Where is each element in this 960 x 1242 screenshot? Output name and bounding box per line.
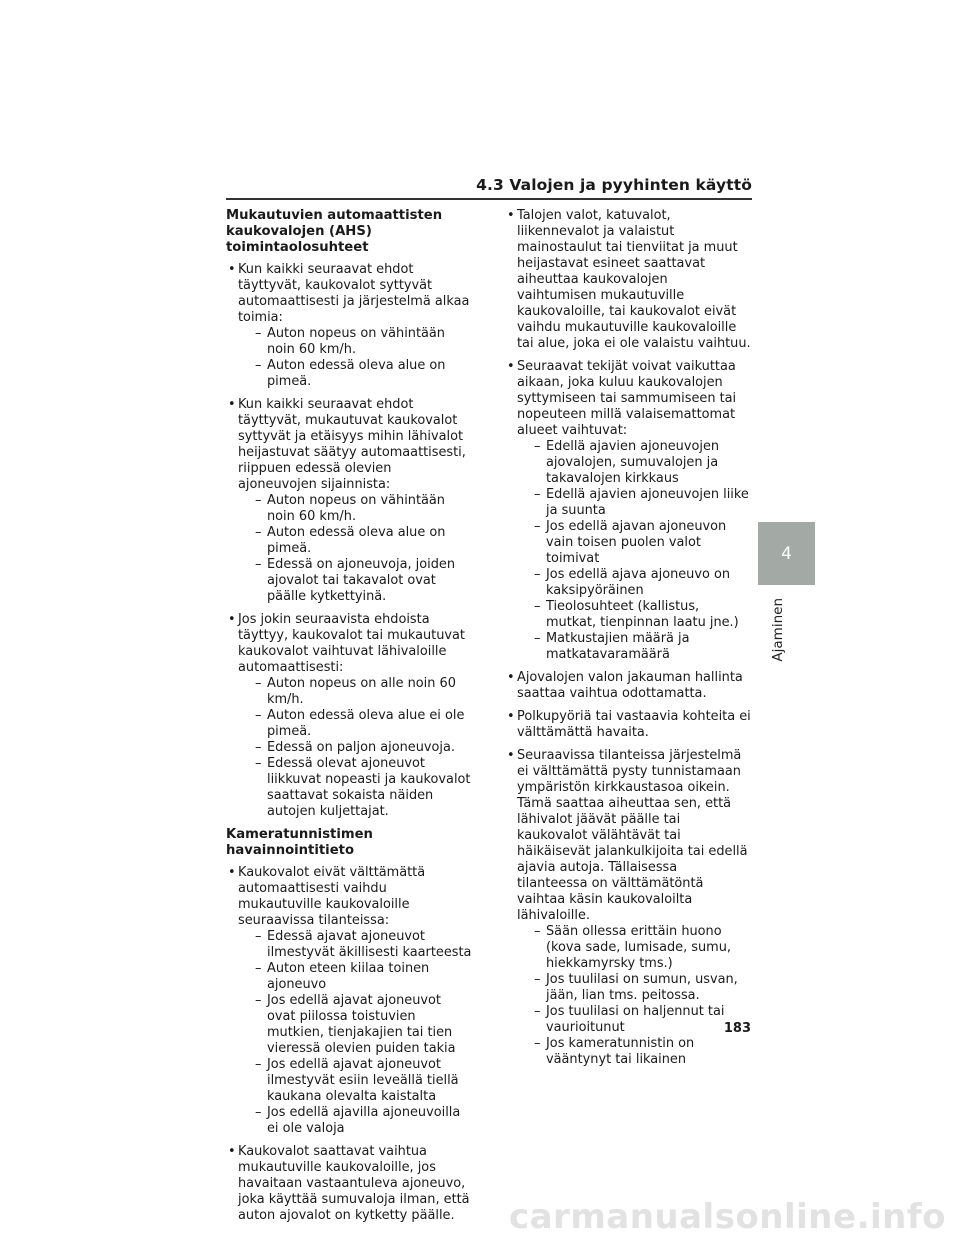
bullet-marker: • xyxy=(228,865,236,880)
sub-item-dash: – xyxy=(255,993,262,1008)
sub-item-dash: – xyxy=(534,519,541,534)
sub-item-text: Jos edellä ajava ajoneuvo on kaksipyöräinen xyxy=(546,567,731,598)
left-column xyxy=(226,208,472,1231)
sub-item-text: Auton eteen kiilaa toinen ajoneuvo xyxy=(267,961,430,992)
sub-item-text: Matkustajien määrä ja matkatavaramäärä xyxy=(546,631,690,662)
sub-item-dash: – xyxy=(255,358,262,373)
sub-item-text: Jos edellä ajavat ajoneuvot ovat piilossa toistuvien mutkien, tienjakajien tai tien vieressä olevien puiden takia xyxy=(267,993,456,1056)
sub-item-text: Auton nopeus on alle noin 60 km/h. xyxy=(267,676,456,707)
sub-item xyxy=(238,708,472,740)
sub-item-text: Edessä olevat ajoneuvot liikkuvat nopeasti ja kaukovalot saattavat sokaista näiden autojen kuljettajat. xyxy=(267,756,471,819)
bullet-text: Seuraavat tekijät voivat vaikuttaa aikaan, joka kuluu kaukovalojen syttymiseen tai sammumiseen tai nopeuteen millä valaisemattomat alueet vaihtuvat: xyxy=(517,359,737,438)
bullet-text: Polkupyöriä tai vastaavia kohteita ei välttämättä havaita. xyxy=(517,709,751,740)
bullet-text: Kaukovalot eivät välttämättä automaattisesti vaihdu mukautuville kaukovaloille seuraavissa tilanteissa: xyxy=(238,865,426,928)
bullet-marker: • xyxy=(507,359,515,374)
sub-item-dash: – xyxy=(534,1036,541,1051)
sub-item xyxy=(517,567,751,599)
sub-item xyxy=(238,740,472,756)
sub-item xyxy=(517,1004,751,1036)
sub-item-dash: – xyxy=(255,493,262,508)
sub-item-text: Auton nopeus on vähintään noin 60 km/h. xyxy=(267,326,445,357)
sub-item-text: Auton nopeus on vähintään noin 60 km/h. xyxy=(267,493,445,524)
sub-item-text: Edessä on paljon ajoneuvoja. xyxy=(267,740,455,755)
bullet-item xyxy=(505,709,751,741)
bullet-item xyxy=(505,670,751,702)
sub-item-dash: – xyxy=(255,525,262,540)
sub-item xyxy=(517,1036,751,1068)
sub-item-dash: – xyxy=(255,326,262,341)
bullet-marker: • xyxy=(507,748,515,763)
sub-item-dash: – xyxy=(534,924,541,939)
sub-item xyxy=(238,557,472,605)
sub-item-dash: – xyxy=(534,567,541,582)
sub-item-dash: – xyxy=(255,557,262,572)
sub-item xyxy=(517,487,751,519)
sub-item-dash: – xyxy=(255,1057,262,1072)
bullet-marker: • xyxy=(507,709,515,724)
chapter-number: 4 xyxy=(781,543,792,564)
bullet-text: Seuraavissa tilanteissa järjestelmä ei välttämättä pysty tunnistamaan ympäristön kirkkaustasoa oikein. Tämä saattaa aiheuttaa sen, että lähivalot jäävät päälle tai kaukovalot välähtävät tai häikäisevät jalankulkijoita tai edellä ajavia autoja. Tällaisessa tilanteessa on välttämätöntä vaihtaa käsin kaukovaloilta lähivaloille. xyxy=(517,748,748,923)
page-number: 183 xyxy=(723,1021,751,1036)
sub-item xyxy=(517,519,751,567)
sub-item-text: Edellä ajavien ajoneuvojen ajovalojen, sumuvalojen ja takavalojen kirkkaus xyxy=(546,439,720,486)
bullet-item xyxy=(226,397,472,605)
sub-item-text: Sään ollessa erittäin huono (kova sade, lumisade, sumu, hiekkamyrsky tms.) xyxy=(546,924,731,971)
sub-item-text: Auton edessä oleva alue on pimeä. xyxy=(267,525,446,556)
sub-item xyxy=(238,1105,472,1137)
bullet-text: Kun kaikki seuraavat ehdot täyttyvät, mukautuvat kaukovalot syttyvät ja etäisyys mihin lähivalot heijastuvat säätyy automaattisesti, riippuen edessä olevien ajoneuvojen sijainnista: xyxy=(238,397,466,492)
sub-item-dash: – xyxy=(255,676,262,691)
sub-item-dash: – xyxy=(534,972,541,987)
bullet-item xyxy=(226,262,472,390)
chapter-tab[interactable] xyxy=(758,522,815,585)
sub-item-text: Edessä on ajoneuvoja, joiden ajovalot tai takavalot ovat päälle kytkettyinä. xyxy=(267,557,456,604)
sub-item-text: Edessä ajavat ajoneuvot ilmestyvät äkillisesti kaarteesta xyxy=(267,929,472,960)
sub-item-dash: – xyxy=(255,929,262,944)
bullet-item xyxy=(505,208,751,352)
sub-item xyxy=(238,756,472,820)
header-rule xyxy=(226,198,752,200)
sub-item xyxy=(238,326,472,358)
section-title: 4.3 Valojen ja pyyhinten käyttö xyxy=(476,176,752,194)
sub-item xyxy=(517,599,751,631)
sub-item-dash: – xyxy=(255,1105,262,1120)
bullet-text: Jos jokin seuraavista ehdoista täyttyy, kaukovalot tai mukautuvat kaukovalot vaihtuvat lähivaloille automaattisesti: xyxy=(238,612,465,675)
bullet-item xyxy=(226,612,472,820)
sub-item-dash: – xyxy=(534,487,541,502)
watermark: carmanualsonline.info xyxy=(508,1197,946,1237)
sub-item xyxy=(238,525,472,557)
sub-item-text: Jos edellä ajavilla ajoneuvoilla ei ole valoja xyxy=(267,1105,461,1136)
bullet-text: Ajovalojen valon jakauman hallinta saattaa vaihtua odottamatta. xyxy=(517,670,743,701)
sub-item xyxy=(517,972,751,1004)
bullet-item xyxy=(226,1144,472,1224)
sub-item-dash: – xyxy=(255,740,262,755)
bullet-item xyxy=(505,748,751,1068)
bullet-text: Talojen valot, katuvalot, liikennevalot ja valaistut mainostaulut tai tienviitat ja muut heijastavat esineet saattavat aiheuttaa kaukovalojen vaihtumisen mukautuville kaukovaloille, tai kaukovalot eivät vaihdu mukautuville kaukovaloille tai alue, joka ei ole valaistu vaihtuu. xyxy=(517,208,751,351)
sub-item xyxy=(517,439,751,487)
bullet-marker: • xyxy=(507,670,515,685)
bullet-item xyxy=(226,865,472,1137)
section-heading: Kameratunnistimen havainnointitieto xyxy=(226,827,373,858)
sub-item-dash: – xyxy=(534,599,541,614)
bullet-text: Kun kaikki seuraavat ehdot täyttyvät, kaukovalot syttyvät automaattisesti ja järjestelmä alkaa toimia: xyxy=(238,262,470,325)
sub-item-text: Tieolosuhteet (kallistus, mutkat, tienpinnan laatu jne.) xyxy=(546,599,739,630)
sub-item-text: Edellä ajavien ajoneuvojen liike ja suunta xyxy=(546,487,749,518)
bullet-marker: • xyxy=(228,397,236,412)
sub-item xyxy=(238,1057,472,1105)
right-column xyxy=(505,208,751,1075)
sub-item-text: Jos edellä ajavan ajoneuvon vain toisen puolen valot toimivat xyxy=(546,519,727,566)
sub-item xyxy=(517,924,751,972)
sub-item-text: Jos kameratunnistin on vääntynyt tai likainen xyxy=(546,1036,695,1067)
bullet-marker: • xyxy=(507,208,515,223)
sub-item-dash: – xyxy=(255,708,262,723)
bullet-item xyxy=(505,359,751,663)
sub-item-text: Auton edessä oleva alue ei ole pimeä. xyxy=(267,708,465,739)
sub-item-dash: – xyxy=(255,961,262,976)
sub-item-dash: – xyxy=(534,439,541,454)
section-heading: Mukautuvien automaattisten kaukovalojen (AHS) toimintaolosuhteet xyxy=(226,208,443,255)
sub-item xyxy=(238,676,472,708)
sub-item xyxy=(238,358,472,390)
bullet-marker: • xyxy=(228,612,236,627)
bullet-text: Kaukovalot saattavat vaihtua mukautuville kaukovaloille, jos havaitaan vastaantuleva ajoneuvo, joka käyttää sumuvaloja ilman, että auton ajovalot on kytketty päälle. xyxy=(238,1144,470,1223)
sub-item-dash: – xyxy=(255,756,262,771)
sub-item xyxy=(238,993,472,1057)
chapter-label: Ajaminen xyxy=(770,598,786,662)
sub-item xyxy=(517,631,751,663)
sub-item-text: Jos tuulilasi on haljennut tai vaurioitunut xyxy=(546,1004,725,1035)
sub-item-dash: – xyxy=(534,631,541,646)
bullet-marker: • xyxy=(228,1144,236,1159)
sub-item-text: Jos edellä ajavat ajoneuvot ilmestyvät esiin leveällä tiellä kaukana olevalta kaistalta xyxy=(267,1057,459,1104)
sub-item-text: Jos tuulilasi on sumun, usvan, jään, lian tms. peitossa. xyxy=(546,972,738,1003)
sub-item xyxy=(238,961,472,993)
sub-item xyxy=(238,493,472,525)
sub-item-dash: – xyxy=(534,1004,541,1019)
bullet-marker: • xyxy=(228,262,236,277)
sub-item xyxy=(238,929,472,961)
sub-item-text: Auton edessä oleva alue on pimeä. xyxy=(267,358,446,389)
